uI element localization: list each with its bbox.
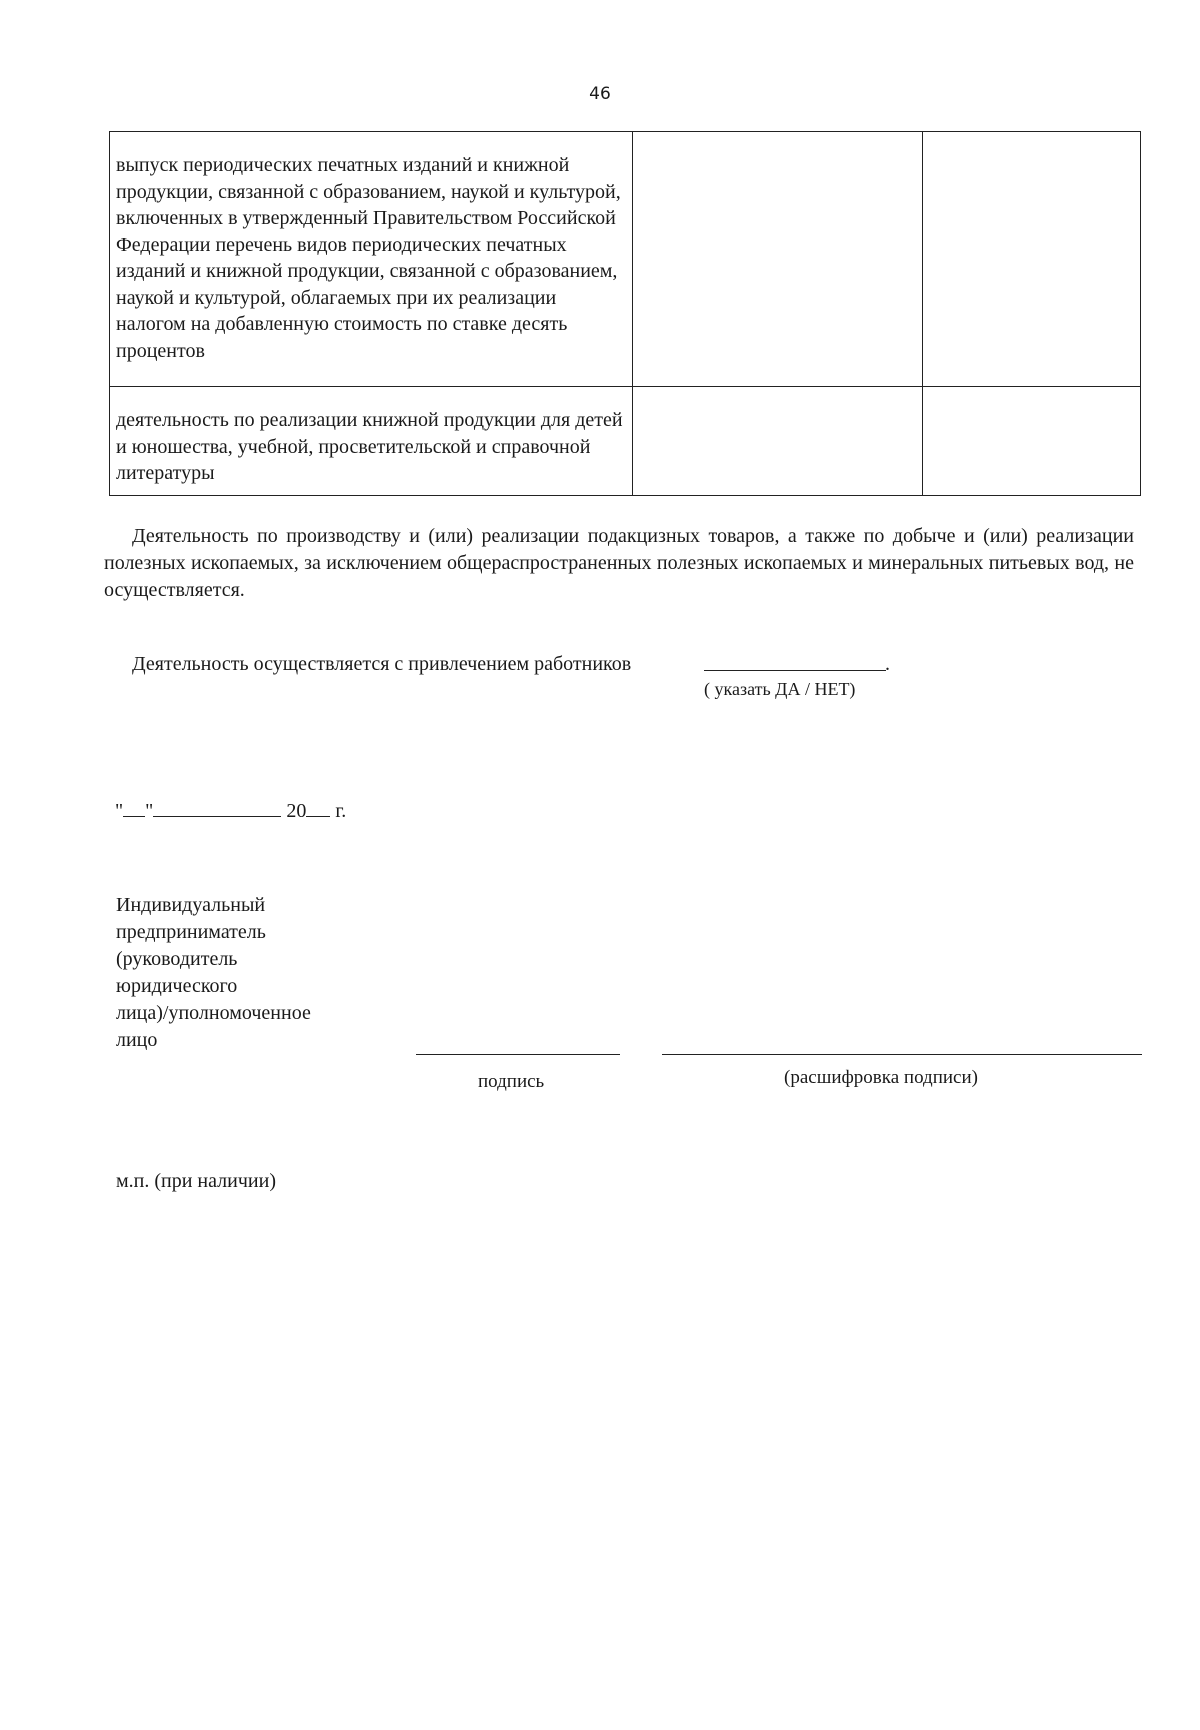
signer-label-line: Индивидуальный	[116, 894, 266, 916]
year-field[interactable]	[306, 798, 330, 817]
signer-label-line: предприниматель	[116, 921, 266, 943]
signer-label-line: (руководитель	[116, 948, 238, 970]
stamp-label: м.п. (при наличии)	[116, 1170, 276, 1192]
workers-hint: ( указать ДА / НЕТ)	[704, 679, 856, 699]
month-field[interactable]	[153, 798, 281, 817]
year-suffix: г.	[335, 800, 347, 822]
signer-label-line: лица)/уполномоченное	[116, 1002, 311, 1024]
signer-label-line: юридического	[116, 975, 238, 997]
year-prefix: 20	[286, 800, 307, 822]
date-open-quote: "	[115, 800, 124, 822]
table-row	[110, 387, 1141, 496]
signature-label: подпись	[478, 1071, 545, 1092]
empty-cell	[632, 132, 922, 387]
day-field[interactable]	[123, 798, 145, 817]
signature-field[interactable]	[416, 1054, 620, 1055]
date-line	[115, 798, 346, 823]
workers-period: .	[885, 653, 890, 675]
empty-cell	[922, 387, 1140, 496]
empty-cell	[632, 387, 922, 496]
workers-label: Деятельность осуществляется с привлечением работников	[132, 653, 632, 675]
excise-activity-statement: Деятельность по производству и (или) реализации подакцизных товаров, а также по добыче и (или) реализации полезных ископаемых, за исключением общераспространенных полезных ископаемых и минеральных питьевых вод, не осуществляется.	[104, 525, 1134, 601]
workers-answer-field[interactable]	[704, 670, 886, 671]
signer-label-line: лицо	[116, 1029, 158, 1051]
signature-decode-field[interactable]	[662, 1054, 1142, 1055]
signer-label	[116, 892, 356, 1054]
activity-description-cell: деятельность по реализации книжной продукции для детей и юношества, учебной, просветительской и справочной литературы	[110, 387, 633, 496]
empty-cell	[922, 132, 1140, 387]
date-close-quote: "	[145, 800, 154, 822]
page-number: 46	[589, 84, 611, 104]
table-row	[110, 132, 1141, 387]
activities-table	[109, 131, 1141, 496]
activity-description-cell: выпуск периодических печатных изданий и книжной продукции, связанной с образованием, наукой и культурой, включенных в утвержденный Правительством Российской Федерации перечень видов периодических печатных изданий и книжной продукции, связанной с образованием, наукой и культурой, облагаемых при их реализации налогом на добавленную стоимость по ставке десять процентов	[110, 132, 633, 387]
signature-decode-label: (расшифровка подписи)	[784, 1067, 978, 1088]
